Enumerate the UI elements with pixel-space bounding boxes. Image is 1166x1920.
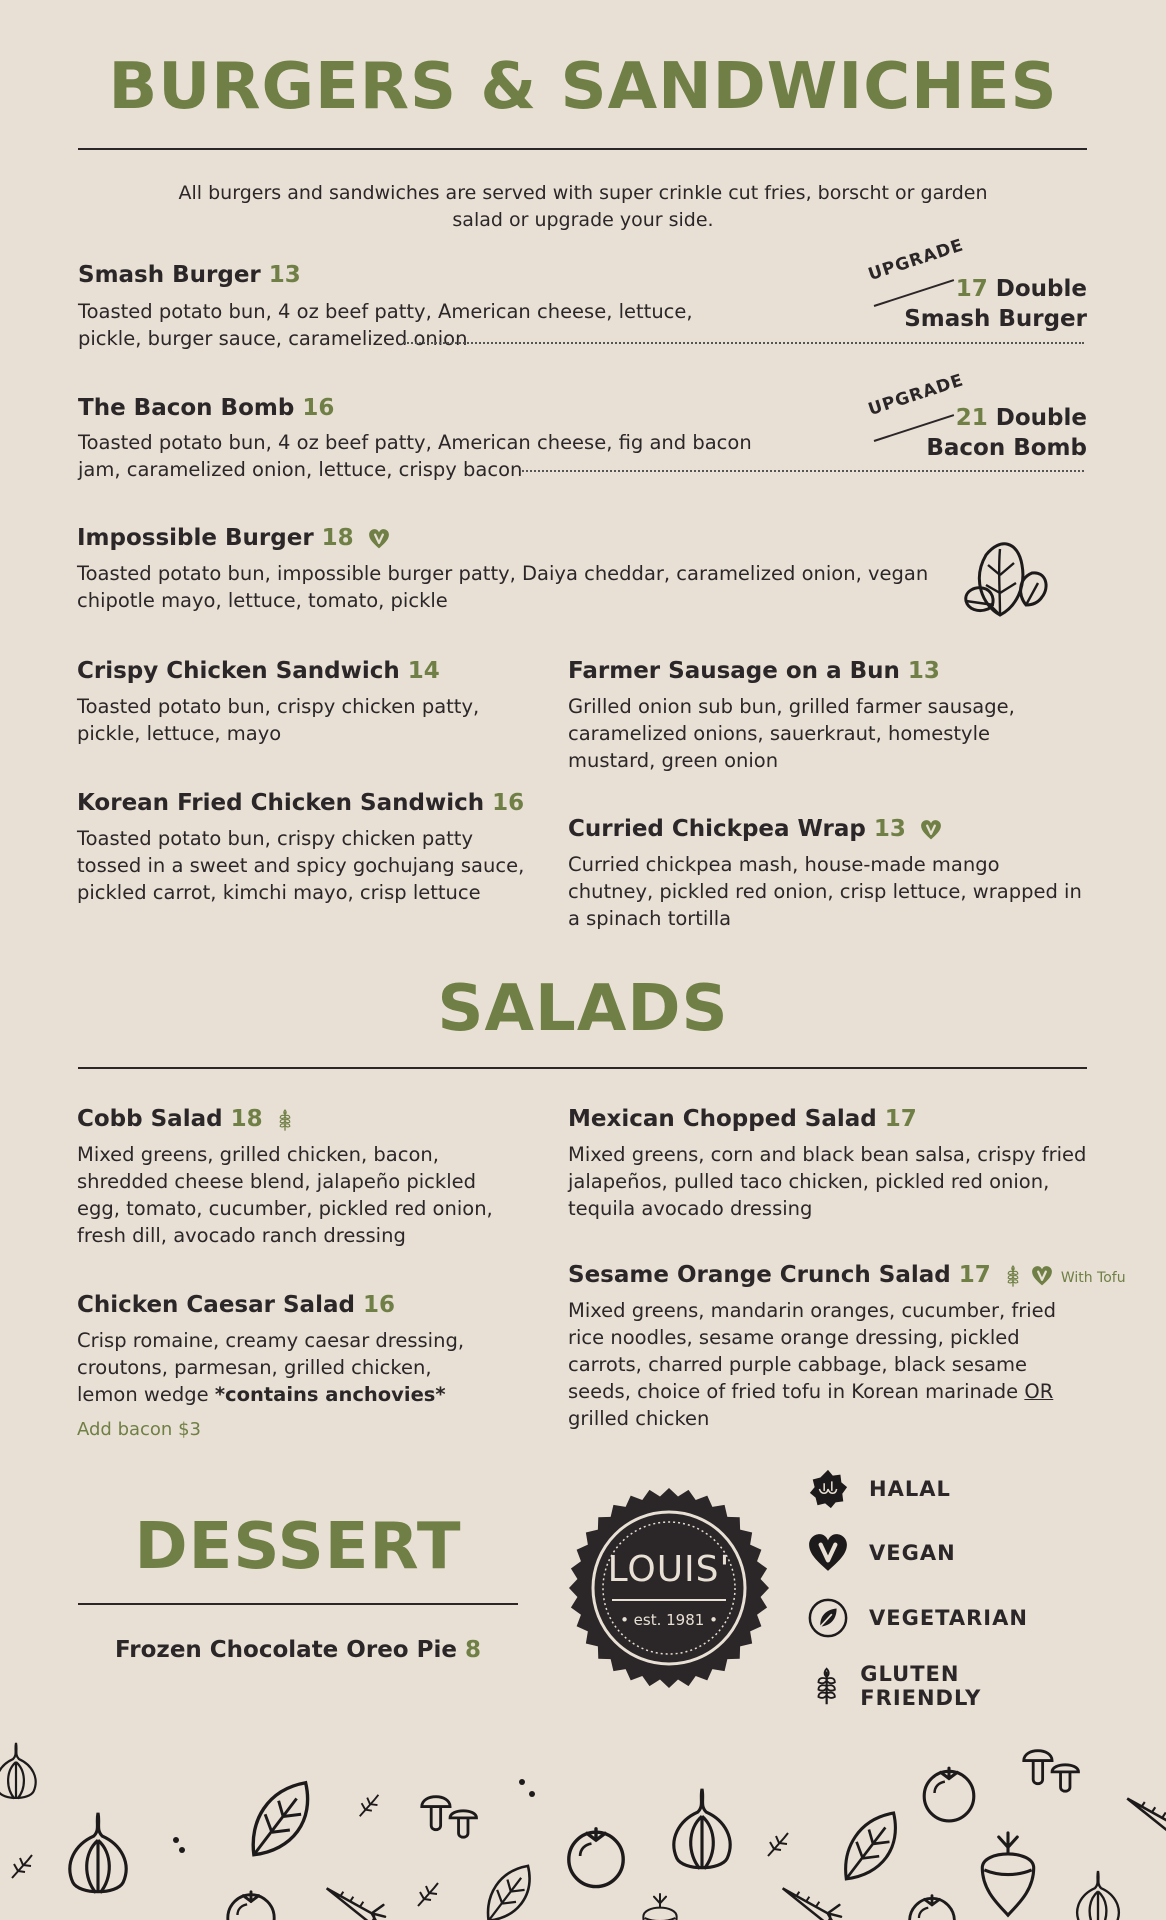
item-name: Cobb Salad xyxy=(77,1106,223,1132)
item-description-text: Crisp romaine, creamy caesar dressing, croutons, parmesan, grilled chicken, lemon wedge xyxy=(77,1329,465,1406)
legend-item-vegetarian xyxy=(807,1597,1028,1639)
menu-item-crispy-chicken xyxy=(77,658,517,747)
menu-item-smash-burger xyxy=(78,262,758,352)
legend-item-gluten-friendly xyxy=(813,1662,1083,1710)
halal-icon xyxy=(807,1468,849,1510)
legend-label: HALAL xyxy=(869,1477,951,1501)
vegan-icon xyxy=(920,819,942,841)
menu-item-chicken-caesar-salad xyxy=(77,1292,517,1443)
gluten-friendly-icon xyxy=(813,1664,840,1708)
doodle-pattern xyxy=(0,1740,1166,1920)
item-description: Mixed greens, grilled chicken, bacon, shredded cheese blend, jalapeño pickled egg, tomato, cucumber, pickled red onion, fresh dill, avocado ranch dressing xyxy=(77,1143,493,1247)
add-on-option: Add bacon $3 xyxy=(77,1419,201,1440)
item-price: 18 xyxy=(321,525,354,551)
item-description: Toasted potato bun, impossible burger patty, Daiya cheddar, caramelized onion, vegan chipotle mayo, lettuce, tomato, pickle xyxy=(77,562,929,612)
item-price: 14 xyxy=(407,658,440,684)
divider xyxy=(78,1603,518,1605)
item-name-line xyxy=(77,790,527,816)
item-name-line xyxy=(77,658,517,684)
item-price: 17 xyxy=(958,1262,991,1288)
vegan-icon xyxy=(368,528,390,550)
item-description: Toasted potato bun, 4 oz beef patty, American cheese, fig and bacon jam, caramelized onion, lettuce, crispy bacon xyxy=(78,431,752,481)
item-description xyxy=(77,1327,497,1408)
item-description: Curried chickpea mash, house-made mango chutney, pickled red onion, crisp lettuce, wrapped in a spinach tortilla xyxy=(568,853,1082,930)
item-name-line xyxy=(77,525,957,551)
legend-label: VEGETARIAN xyxy=(869,1606,1028,1630)
item-name: Sesame Orange Crunch Salad xyxy=(568,1262,951,1288)
item-name: Korean Fried Chicken Sandwich xyxy=(77,790,485,816)
item-description-text: Mixed greens, mandarin oranges, cucumber, fried rice noodles, sesame orange dressing, pickled carrots, charred purple cabbage, black sesame seeds, choice of fried tofu in Korean marinade xyxy=(568,1299,1057,1403)
item-name-line xyxy=(568,1106,1088,1132)
item-price: 16 xyxy=(492,790,525,816)
gluten-friendly-icon xyxy=(1005,1264,1021,1288)
item-name: Crispy Chicken Sandwich xyxy=(77,658,400,684)
item-description: Toasted potato bun, crispy chicken patty, pickle, lettuce, mayo xyxy=(77,695,480,745)
allergen-note: *contains anchovies* xyxy=(214,1383,446,1406)
legend-item-vegan xyxy=(807,1532,956,1574)
vegetarian-icon xyxy=(807,1597,849,1639)
item-name-line xyxy=(77,1106,517,1132)
menu-item-impossible-burger xyxy=(77,525,957,614)
item-name: Farmer Sausage on a Bun xyxy=(568,658,900,684)
item-price: 17 xyxy=(884,1106,917,1132)
item-name: Mexican Chopped Salad xyxy=(568,1106,877,1132)
louis-logo xyxy=(568,1487,770,1689)
burgers-intro: All burgers and sandwiches are served with super crinkle cut fries, borscht or garden salad or upgrade your side. xyxy=(178,182,988,231)
menu-item-cobb-salad xyxy=(77,1106,517,1249)
item-price: 16 xyxy=(302,395,335,421)
item-name-line xyxy=(568,658,1088,684)
menu-item-mexican-chopped-salad xyxy=(568,1106,1088,1222)
menu-item-sesame-orange-crunch-salad xyxy=(568,1262,1126,1432)
item-price: 13 xyxy=(268,262,301,288)
menu-item-farmer-sausage xyxy=(568,658,1088,774)
dotted-leader xyxy=(522,470,1084,472)
item-price: 8 xyxy=(464,1637,481,1663)
item-price: 13 xyxy=(907,658,940,684)
upgrade-price: 21 xyxy=(955,405,988,431)
item-name-line xyxy=(568,1262,1126,1288)
divider xyxy=(78,1067,1087,1069)
item-name: Frozen Chocolate Oreo Pie xyxy=(115,1637,457,1663)
item-name: Curried Chickpea Wrap xyxy=(568,816,866,842)
item-description: Mixed greens, corn and black bean salsa, crispy fried jalapeños, pulled taco chicken, pickled red onion, tequila avocado dressing xyxy=(568,1143,1087,1220)
upgrade-name: Double Bacon Bomb xyxy=(926,405,1087,461)
upgrade-option xyxy=(880,274,1087,334)
item-name-line xyxy=(568,816,1088,842)
item-price: 13 xyxy=(873,816,906,842)
item-description xyxy=(568,1297,1073,1432)
menu-item-korean-fried-chicken xyxy=(77,790,527,906)
legend-label: GLUTEN FRIENDLY xyxy=(860,1662,982,1710)
vegan-icon xyxy=(807,1532,849,1574)
with-tofu-note: With Tofu xyxy=(1060,1270,1126,1286)
item-name: Smash Burger xyxy=(78,262,261,288)
dotted-leader xyxy=(404,342,1084,344)
upgrade-name: Double Smash Burger xyxy=(904,276,1087,332)
menu-item-oreo-pie xyxy=(78,1637,518,1663)
menu-item-curried-chickpea-wrap xyxy=(568,816,1088,932)
gluten-friendly-icon xyxy=(277,1108,293,1132)
section-title-burgers: BURGERS & SANDWICHES xyxy=(108,50,1058,124)
upgrade-price: 17 xyxy=(955,276,988,302)
item-name-line xyxy=(78,395,758,421)
item-name: Impossible Burger xyxy=(77,525,314,551)
divider xyxy=(78,148,1087,150)
item-price: 18 xyxy=(230,1106,263,1132)
vegan-icon xyxy=(1031,1265,1053,1287)
item-name-line xyxy=(78,262,758,288)
section-title-salads: SALADS xyxy=(437,972,729,1046)
item-description: Toasted potato bun, 4 oz beef patty, American cheese, lettuce, pickle, burger sauce, caramelized onion xyxy=(78,300,693,350)
upgrade-option xyxy=(880,403,1087,463)
item-description: Toasted potato bun, crispy chicken patty tossed in a sweet and spicy gochujang sauce, pickled carrot, kimchi mayo, crisp lettuce xyxy=(77,827,525,904)
item-name-line xyxy=(77,1292,517,1318)
item-description-end: grilled chicken xyxy=(568,1407,710,1430)
section-title-dessert: DESSERT xyxy=(134,1510,462,1584)
item-name: The Bacon Bomb xyxy=(78,395,295,421)
legend-label: VEGAN xyxy=(869,1541,956,1565)
item-name: Chicken Caesar Salad xyxy=(77,1292,355,1318)
logo-established: • est. 1981 • xyxy=(620,1611,718,1629)
or-text: OR xyxy=(1024,1380,1054,1403)
item-price: 16 xyxy=(362,1292,395,1318)
item-description: Grilled onion sub bun, grilled farmer sausage, caramelized onions, sauerkraut, homestyle mustard, green onion xyxy=(568,695,1015,772)
upgrade-tag: UPGRADE xyxy=(865,370,967,420)
vegetable-doodle-border xyxy=(0,1740,1166,1920)
legend-item-halal xyxy=(807,1468,951,1510)
logo-name: LOUIS' xyxy=(607,1549,731,1590)
spinach-leaves-illustration xyxy=(960,535,1052,621)
upgrade-tag: UPGRADE xyxy=(865,235,967,285)
